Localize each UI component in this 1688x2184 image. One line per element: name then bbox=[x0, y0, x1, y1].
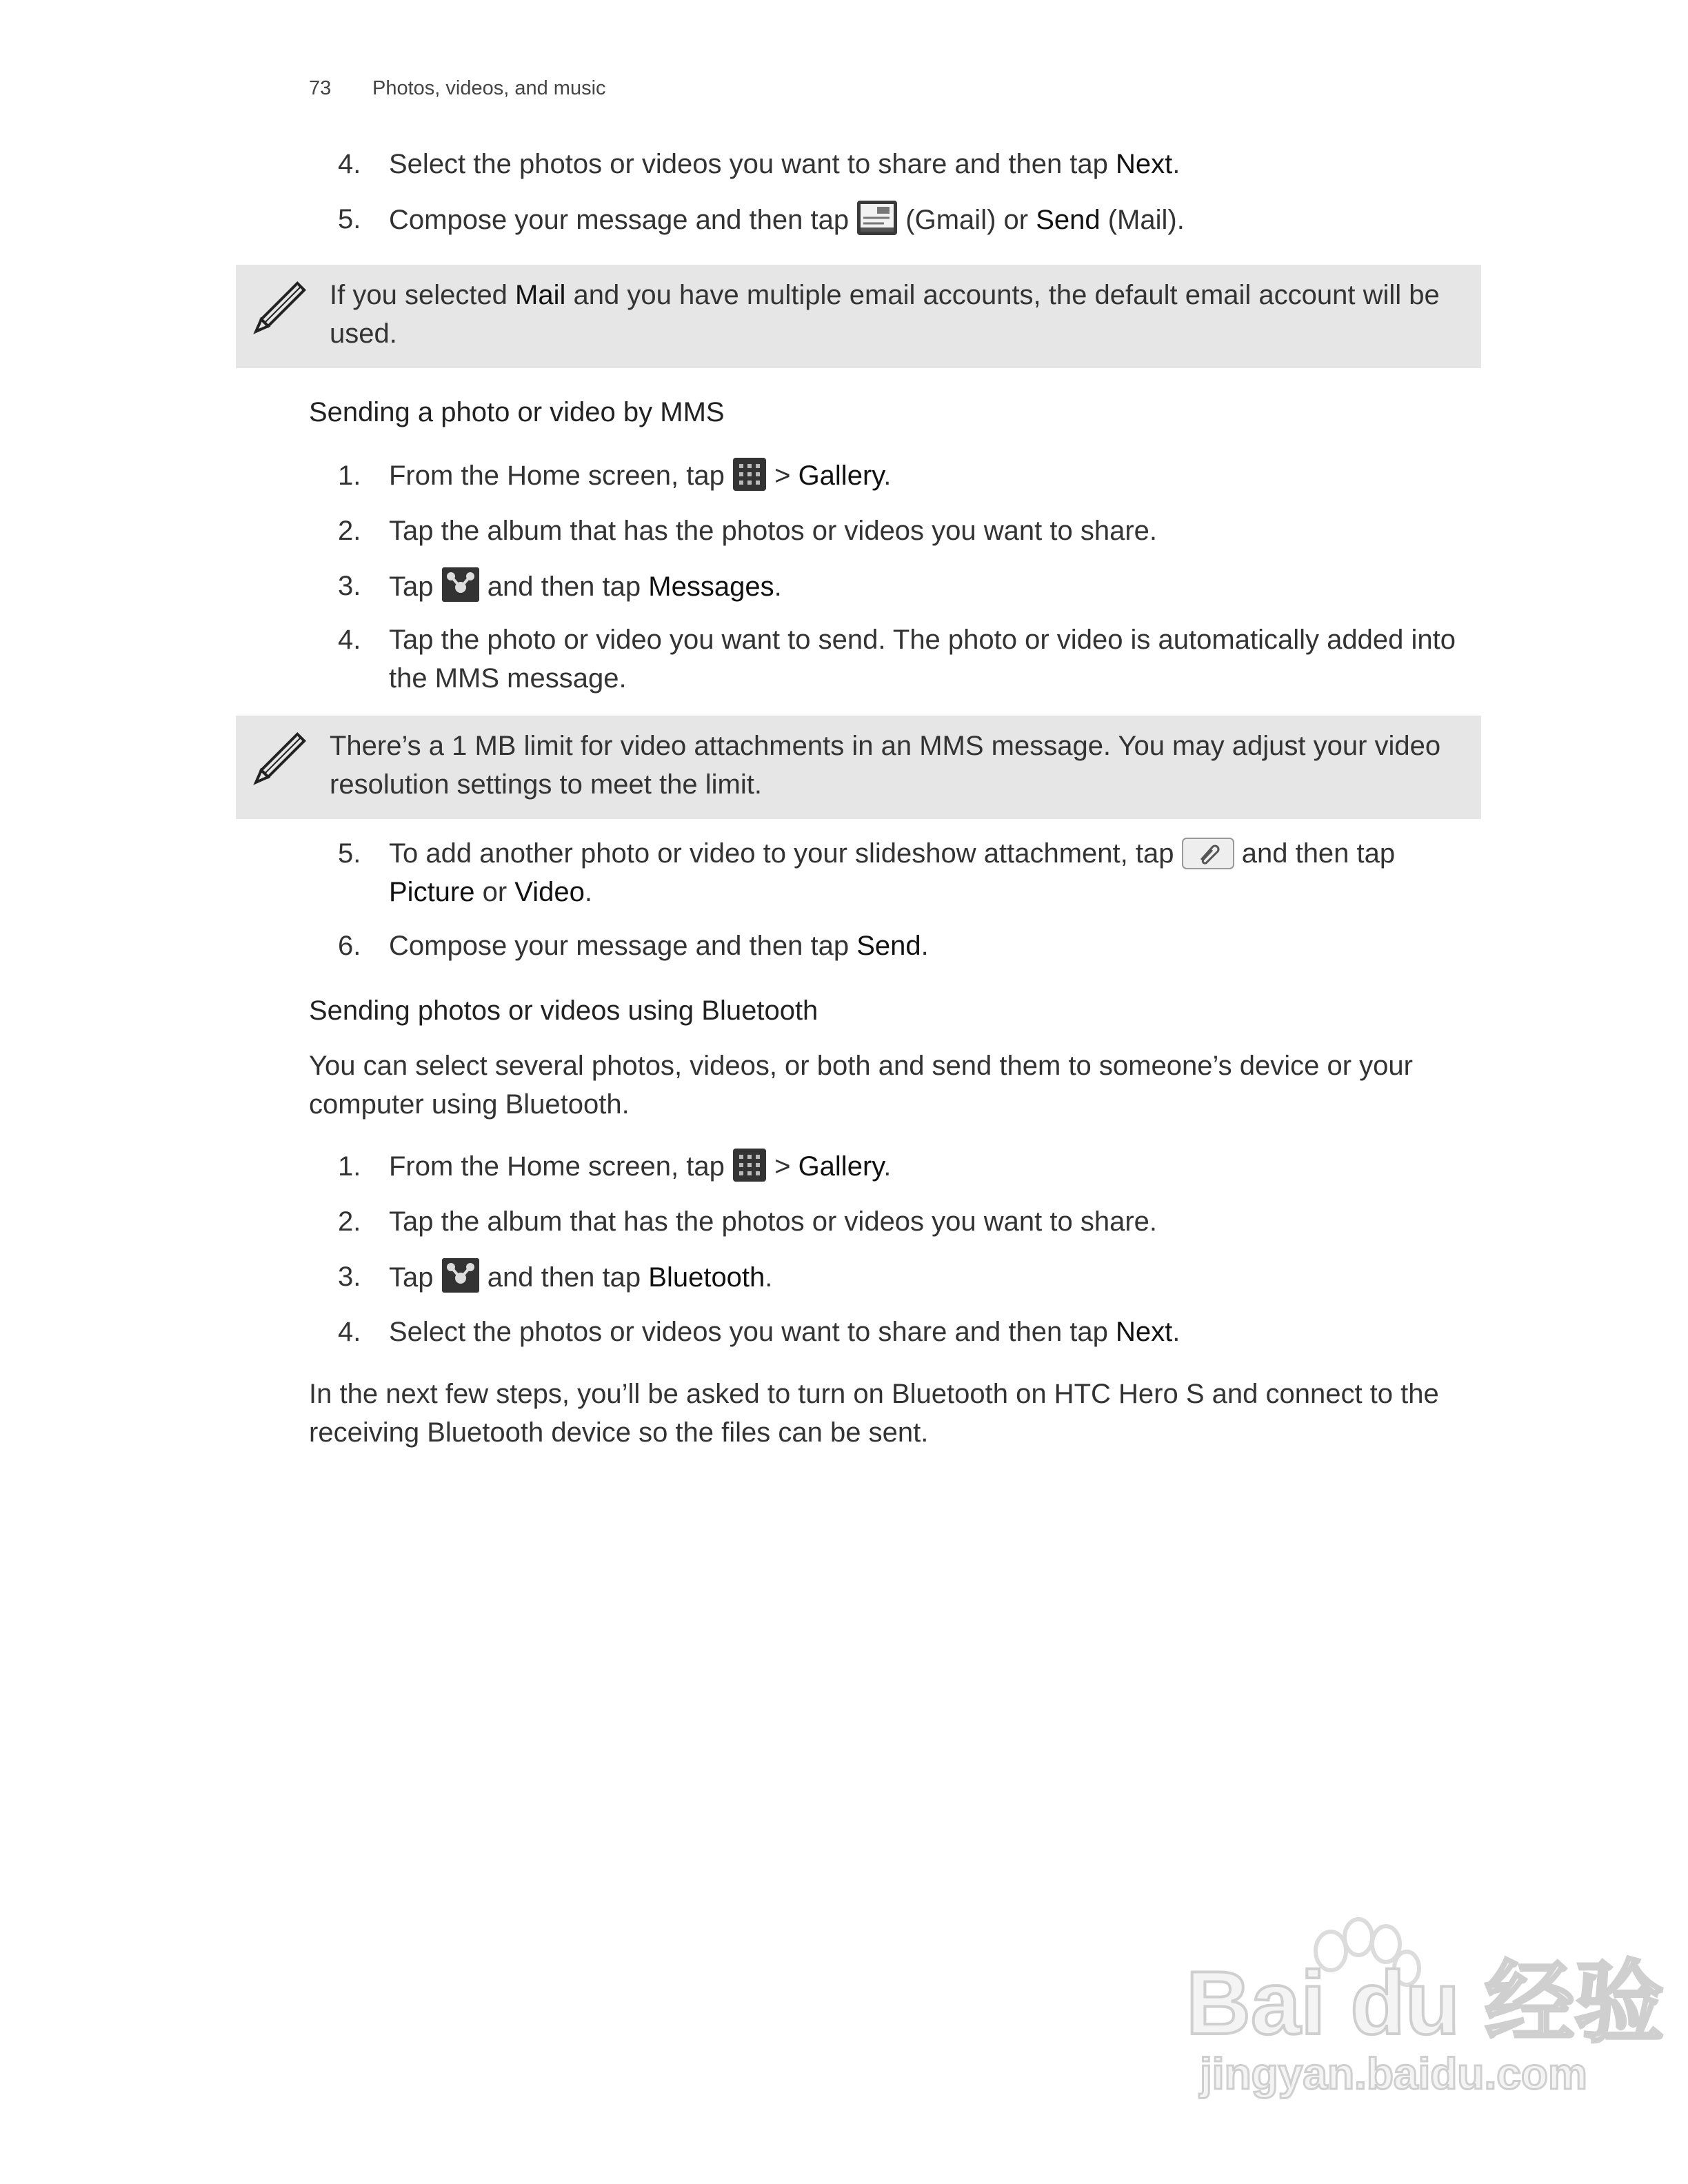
list-item: 4. Tap the photo or video you want to send. The photo or video is automatically added into the MMS message. bbox=[338, 620, 1483, 698]
list-item: 3. Tap and then tap Messages. bbox=[338, 567, 1483, 606]
list-item: 2. Tap the album that has the photos or videos you want to share. bbox=[338, 512, 1483, 550]
ui-label-video: Video bbox=[514, 877, 585, 907]
share-icon bbox=[441, 1257, 480, 1293]
list-item: 5. To add another photo or video to your slideshow attachment, tap and then tap Picture or Video. bbox=[338, 834, 1483, 911]
paragraph: In the next few steps, you’ll be asked to turn on Bluetooth on HTC Hero S and connect to the receiving Bluetooth device so the files can be sent. bbox=[309, 1379, 1439, 1448]
step-number: 3. bbox=[338, 1262, 361, 1292]
step-number: 6. bbox=[338, 931, 361, 961]
note-box: There’s a 1 MB limit for video attachments in an MMS message. You may adjust your video resolution settings to meet the limit. bbox=[236, 716, 1481, 819]
ui-label-next: Next bbox=[1116, 1317, 1173, 1347]
watermark-url: jingyan.baidu.com bbox=[1200, 2049, 1587, 2099]
ui-label-bluetooth: Bluetooth bbox=[648, 1262, 765, 1293]
pencil-icon bbox=[248, 280, 308, 339]
watermark-brand: Bai du 经验 bbox=[1186, 1952, 1665, 2053]
share-icon bbox=[441, 567, 480, 603]
list-item: 2. Tap the album that has the photos or videos you want to share. bbox=[338, 1202, 1483, 1241]
ui-label-gallery: Gallery bbox=[798, 461, 884, 491]
baidu-watermark bbox=[1172, 1903, 1665, 2110]
step-number: 2. bbox=[338, 516, 361, 546]
step-number: 4. bbox=[338, 149, 361, 179]
step-number: 2. bbox=[338, 1206, 361, 1237]
ui-label-picture: Picture bbox=[389, 877, 475, 907]
step-number: 1. bbox=[338, 461, 361, 491]
ui-label-send: Send bbox=[856, 931, 921, 961]
step-number: 5. bbox=[338, 204, 361, 234]
step-number: 4. bbox=[338, 625, 361, 655]
list-item: 1. From the Home screen, tap > Gallery. bbox=[338, 456, 1483, 495]
all-apps-icon bbox=[732, 1148, 767, 1182]
all-apps-icon bbox=[732, 457, 767, 492]
pencil-icon bbox=[248, 731, 308, 790]
paragraph: You can select several photos, videos, or both and send them to someone’s device or your computer using Bluetooth. bbox=[309, 1051, 1413, 1120]
list-item: 4. Select the photos or videos you want to share and then tap Next. bbox=[338, 145, 1483, 183]
gmail-compose-icon bbox=[856, 200, 898, 236]
section-heading: Sending a photo or video by MMS bbox=[309, 397, 725, 427]
ui-label-next: Next bbox=[1116, 149, 1173, 179]
note-box: If you selected Mail and you have multiple email accounts, the default email account will be used. bbox=[236, 265, 1481, 368]
ui-label-mail: Mail bbox=[515, 280, 566, 310]
step-number: 4. bbox=[338, 1317, 361, 1347]
list-item: 1. From the Home screen, tap > Gallery. bbox=[338, 1147, 1483, 1186]
section-heading: Sending photos or videos using Bluetooth bbox=[309, 995, 818, 1026]
ui-label-messages: Messages bbox=[648, 572, 774, 602]
list-item: 3. Tap and then tap Bluetooth. bbox=[338, 1257, 1483, 1297]
attach-icon bbox=[1182, 838, 1234, 869]
list-item: 4. Select the photos or videos you want to share and then tap Next. bbox=[338, 1313, 1483, 1351]
ui-label-send: Send bbox=[1036, 205, 1101, 235]
list-item: 5. Compose your message and then tap (Gmail) or Send (Mail). bbox=[338, 200, 1483, 239]
step-number: 5. bbox=[338, 838, 361, 869]
section-title: Photos, videos, and music bbox=[372, 77, 606, 99]
list-item: 6. Compose your message and then tap Send. bbox=[338, 927, 1483, 965]
page-number: 73 bbox=[309, 77, 332, 99]
page-header bbox=[309, 77, 606, 100]
step-number: 3. bbox=[338, 571, 361, 601]
step-number: 1. bbox=[338, 1151, 361, 1182]
ui-label-gallery: Gallery bbox=[798, 1151, 884, 1182]
